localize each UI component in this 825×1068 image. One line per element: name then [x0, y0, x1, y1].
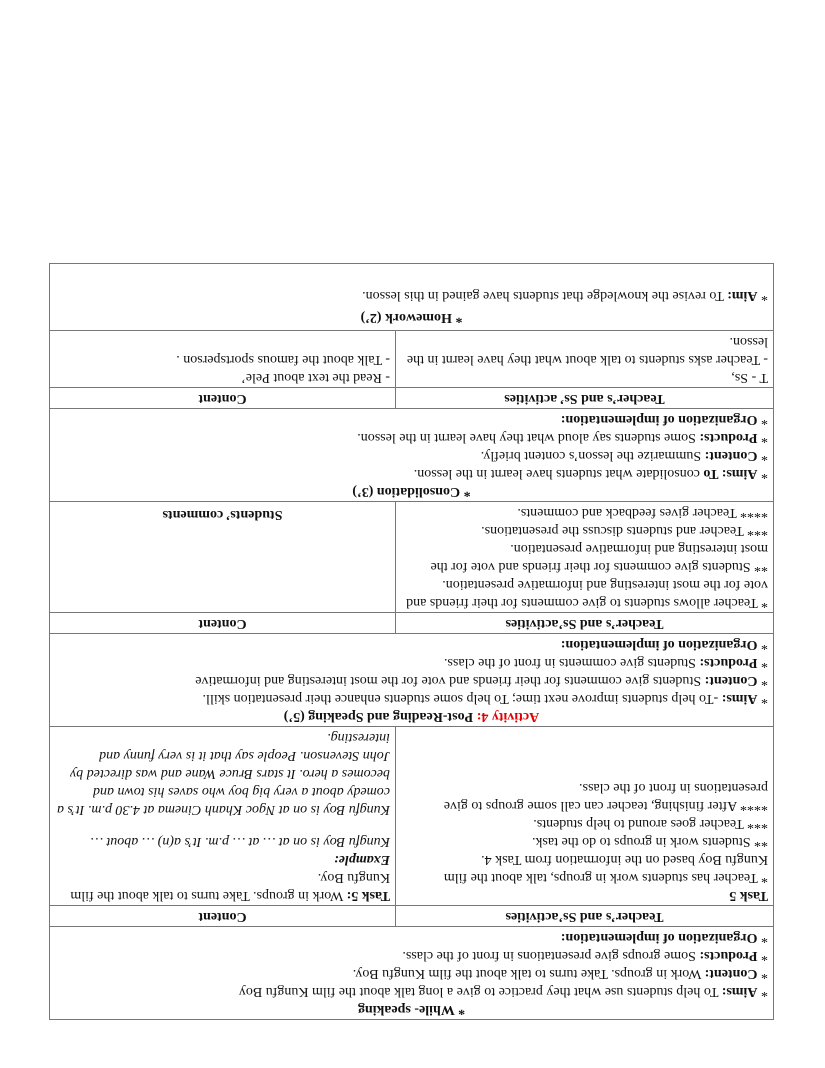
a4-content-label: Content:: [704, 673, 758, 688]
ws-left-line: *** Teacher goes around to help students.: [533, 816, 768, 831]
a4-products-text: Students give comments in front of the class.: [443, 655, 700, 670]
a4-left-line: **** Teacher gives feedback and comments.: [517, 505, 768, 520]
a4-left-line: ** Students give comments for their friends and vote for the most interesting and informative presentation.: [430, 541, 768, 574]
consolidation-title: * Consolidation (3’): [352, 484, 471, 499]
c-right-line: - Read the text about Pele’: [241, 370, 390, 385]
c-header-left: Teacher’s and Ss’ activities: [396, 388, 774, 409]
c-aims-label: Aims: To: [703, 466, 758, 481]
ws-example-answer: Kungfu Boy is on at Ngoc Khanh Cinema at 4.30 p.m. It’s a comedy about a very big boy who saves his town and becomes a hero. It stars Bruce Wane and was directed by John Stevenson. People say that it is very funny and interesting.: [56, 730, 390, 817]
a4-products-label: Products:: [699, 655, 758, 670]
ws-right-task-text: Work in groups. Take turns to talk about the film Kungfu Boy.: [70, 870, 390, 903]
c-aims-text: consolidate what students have learnt in the lesson.: [413, 466, 704, 481]
a4-header-left: Teacher’s and Ss’activities: [396, 613, 774, 634]
c-products-label: Products:: [699, 430, 758, 445]
activity4-info-row: Activity 4: Post-Reading and Speaking (5’) * Aims: -To help students improve next time; To help some students enhance their presentation skill. * Content: Students give comments for their friends and vote for the most interesting and informative * Products: Students give comments in front of the class. * Organization of implementation:: [50, 634, 774, 727]
c-left-line: - Teacher asks students to talk about what they have learnt in the lesson.: [406, 334, 768, 367]
ws-header-right: Content: [50, 906, 396, 927]
consolidation-header-row: [50, 388, 774, 409]
ws-products-text: Some groups give presentations in front of the class.: [402, 948, 700, 963]
ws-org-label: Organization of implementation:: [560, 930, 758, 945]
c-header-right: Content: [50, 388, 396, 409]
a4-aims-label: Aims:: [721, 691, 758, 706]
ws-example-label: Example:: [334, 852, 390, 867]
a4-aims-text: -To help students improve next time; To help some students enhance their presentation skill.: [202, 691, 722, 706]
ws-left-line: ** Students work in groups to do the task.: [531, 834, 768, 849]
ws-task-heading: Task 5: [729, 888, 768, 903]
a4-left-line: *** Teacher and students discuss the presentations.: [481, 523, 768, 538]
while-speaking-info-row: * While- speaking * Aims: To help students use what they practice to give a long talk about the film Kungfu Boy * Content: Work in groups. Take turns to talk about the film Kungfu Boy. * Products: Some groups give presentations in front of the class. * Organization of implementation:: [50, 927, 774, 1020]
activity4-title-red: Activity 4:: [476, 709, 540, 724]
ws-products-label: Products:: [699, 948, 758, 963]
a4-org-label: Organization of implementation:: [560, 637, 758, 652]
while-speaking-header-row: [50, 906, 774, 927]
ws-left-line: * Teacher has students work in groups, talk about the film Kungfu Boy based on the information from Task 4.: [443, 852, 768, 885]
a4-left-line: * Teacher allows students to give comments for their friends and vote for the most interesting and informative presentation.: [406, 577, 768, 610]
activity4-body-row: [50, 502, 774, 613]
hw-aim-text: To revise the knowledge that students have gained in this lesson.: [362, 288, 728, 303]
ws-right-task-label: Task 5:: [346, 888, 390, 903]
while-speaking-body-row: [50, 727, 774, 906]
ws-content-text: Work in groups. Take turns to talk about the film Kungfu Boy.: [352, 966, 705, 981]
c-content-text: Summarize the lesson’s content briefly.: [480, 448, 705, 463]
a4-content-text: Students give comments for their friends and vote for the most interesting and informative: [195, 673, 705, 688]
c-org-label: Organization of implementation:: [560, 412, 758, 427]
while-speaking-title: * While- speaking: [357, 1002, 466, 1017]
homework-row: * Homework (2’) * Aim: To revise the knowledge that students have gained in this lesson.: [50, 264, 774, 331]
a4-right-text: Students’ comments: [162, 507, 283, 522]
c-left-line: T - Ss,: [731, 370, 768, 385]
activity4-title-rest: Post-Reading and Speaking (5’): [283, 709, 477, 724]
c-products-text: Some students say aloud what they have learnt in the lesson.: [357, 430, 700, 445]
c-content-label: Content:: [704, 448, 758, 463]
activity4-header-row: [50, 613, 774, 634]
lesson-plan-table: [49, 263, 774, 1020]
ws-example-template: Kungfu Boy is on at … at … p.m. It’s a(n) … about …: [90, 834, 390, 849]
ws-left-line: **** After finishing, teacher can call some groups to give presentations in front of the class.: [443, 780, 768, 813]
c-right-line: - Talk about the famous sportsperson .: [176, 352, 390, 367]
hw-aim-label: Aim:: [727, 288, 758, 303]
a4-header-right: Content: [50, 613, 396, 634]
ws-aims-text: To help students use what they practice to give a long talk about the film Kungfu Boy: [238, 984, 722, 999]
homework-title: * Homework (2’): [360, 310, 463, 325]
ws-header-left: Teacher’s and Ss’activities: [396, 906, 774, 927]
ws-content-label: Content:: [704, 966, 758, 981]
ws-aims-label: Aims:: [721, 984, 758, 999]
consolidation-info-row: * Consolidation (3’) * Aims: To consolidate what students have learnt in the lesson. * Content: Summarize the lesson’s content briefly. * Products: Some students say aloud what they have learnt in the lesson. * Organization of implementation:: [50, 409, 774, 502]
consolidation-body-row: [50, 331, 774, 388]
